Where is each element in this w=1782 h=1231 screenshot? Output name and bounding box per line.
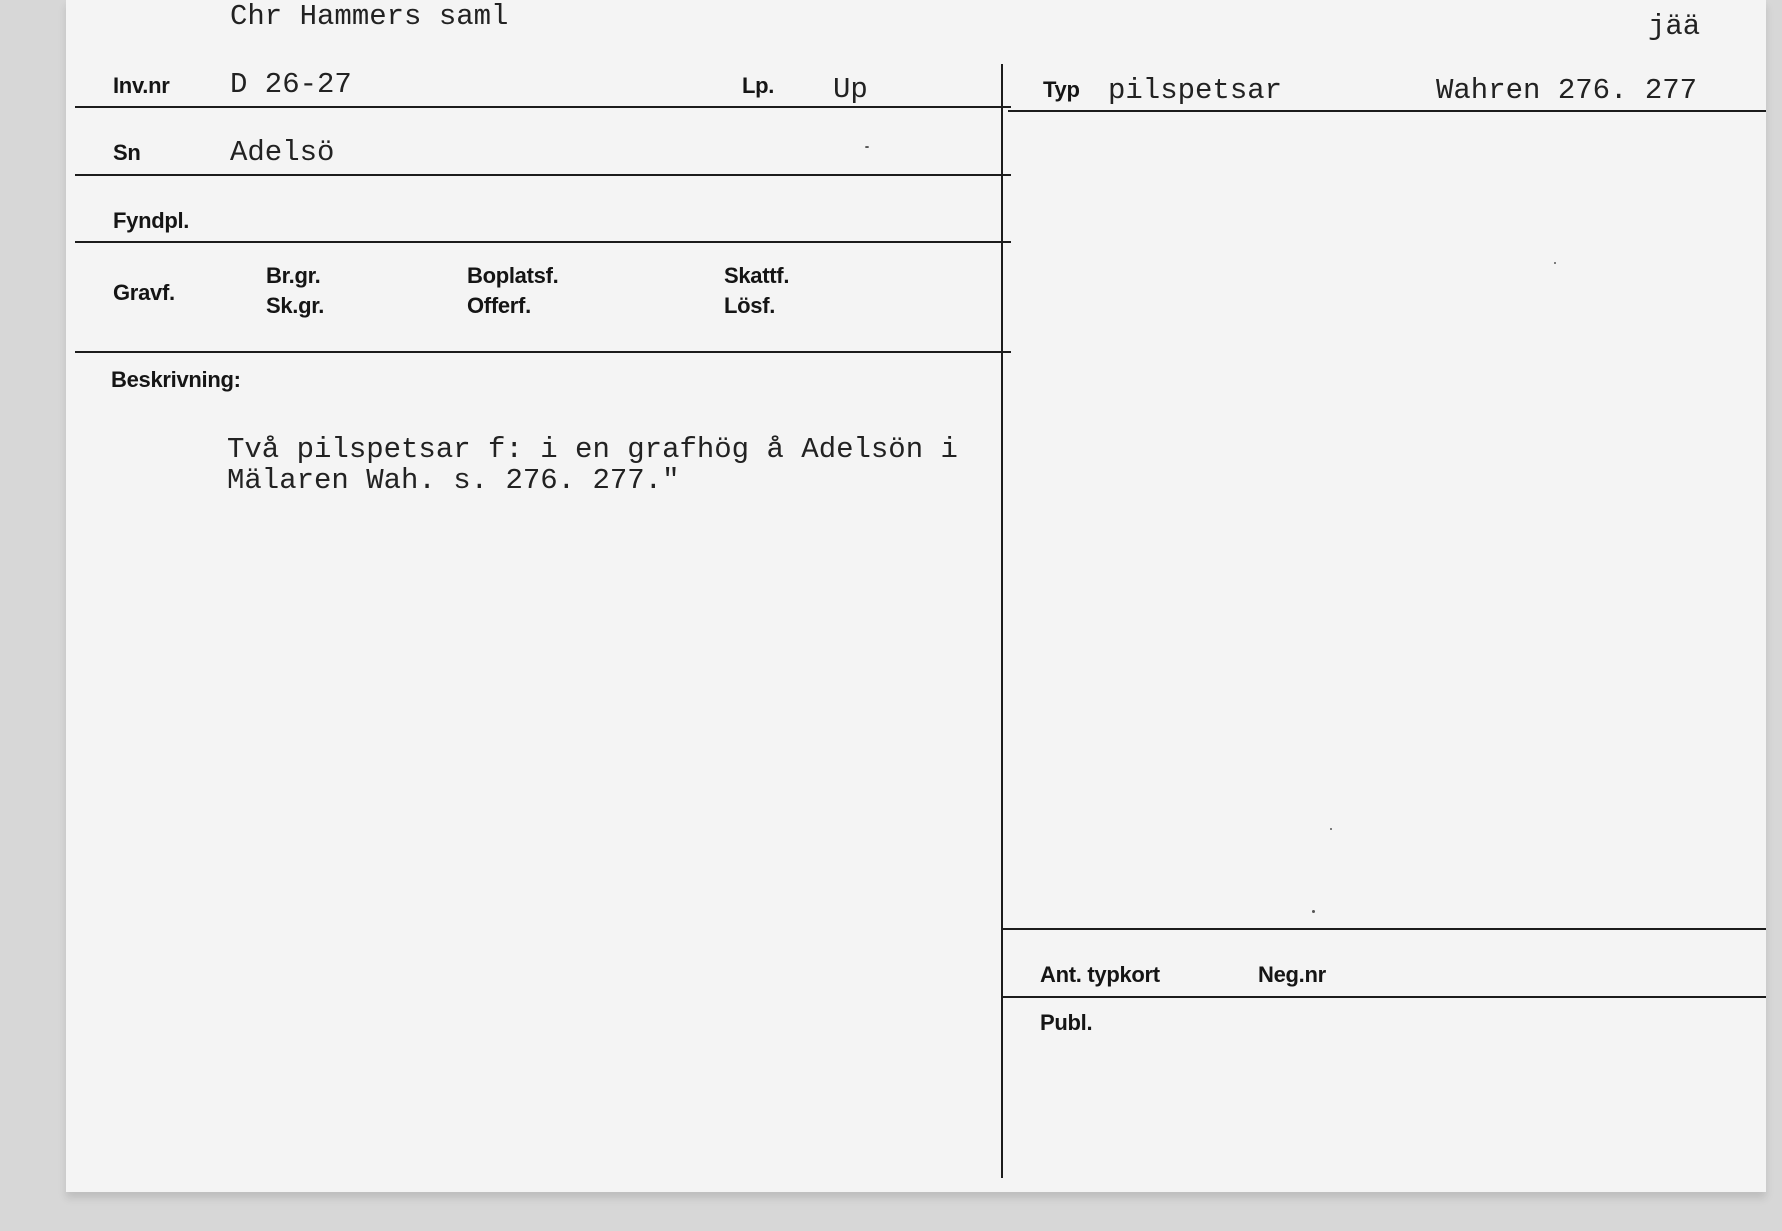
- rule-fyndpl: [75, 241, 1011, 243]
- scan-speck: [865, 146, 869, 148]
- publ-label: Publ.: [1040, 1010, 1093, 1035]
- column-divider: [1001, 64, 1003, 1178]
- negnr-label: Neg.nr: [1258, 962, 1326, 987]
- inv-value: D 26-27: [230, 68, 352, 101]
- sn-label: Sn: [113, 140, 141, 165]
- rule-inv: [75, 106, 1011, 108]
- scan-speck: [1312, 910, 1315, 913]
- fyndpl-label: Fyndpl.: [113, 208, 190, 233]
- lp-value: Up: [833, 73, 868, 106]
- rule-typ: [1008, 110, 1766, 112]
- skattf-label: Skattf.: [724, 263, 790, 288]
- sn-value: Adelsö: [230, 136, 335, 169]
- offerf-label: Offerf.: [467, 293, 531, 318]
- ant-typkort-label: Ant. typkort: [1040, 962, 1160, 987]
- corner-mark: jää: [1648, 10, 1701, 43]
- boplatsf-label: Boplatsf.: [467, 263, 559, 288]
- rule-negnr: [1003, 996, 1766, 998]
- gravf-label: Gravf.: [113, 280, 175, 305]
- losf-label: Lösf.: [724, 293, 776, 318]
- catalog-card: [66, 0, 1766, 1192]
- scan-speck: [1554, 262, 1556, 264]
- beskrivning-label: Beskrivning:: [111, 367, 241, 392]
- rule-sn: [75, 174, 1011, 176]
- rule-gravf: [75, 351, 1011, 353]
- typ-value: pilspetsar: [1108, 74, 1283, 107]
- typ-reference: Wahren 276. 277: [1436, 74, 1698, 107]
- scan-speck: [1330, 828, 1332, 830]
- collection-name: Chr Hammers saml: [230, 0, 509, 33]
- typ-label: Typ: [1043, 77, 1080, 102]
- lp-label: Lp.: [742, 73, 775, 98]
- skgr-label: Sk.gr.: [266, 293, 325, 318]
- description-line-2: Mälaren Wah. s. 276. 277.": [227, 464, 680, 497]
- description-line-1: Två pilspetsar f: i en grafhög å Adelsön i: [227, 433, 958, 466]
- brgr-label: Br.gr.: [266, 263, 321, 288]
- rule-ant-typkort: [1003, 928, 1766, 930]
- inv-label: Inv.nr: [113, 73, 170, 98]
